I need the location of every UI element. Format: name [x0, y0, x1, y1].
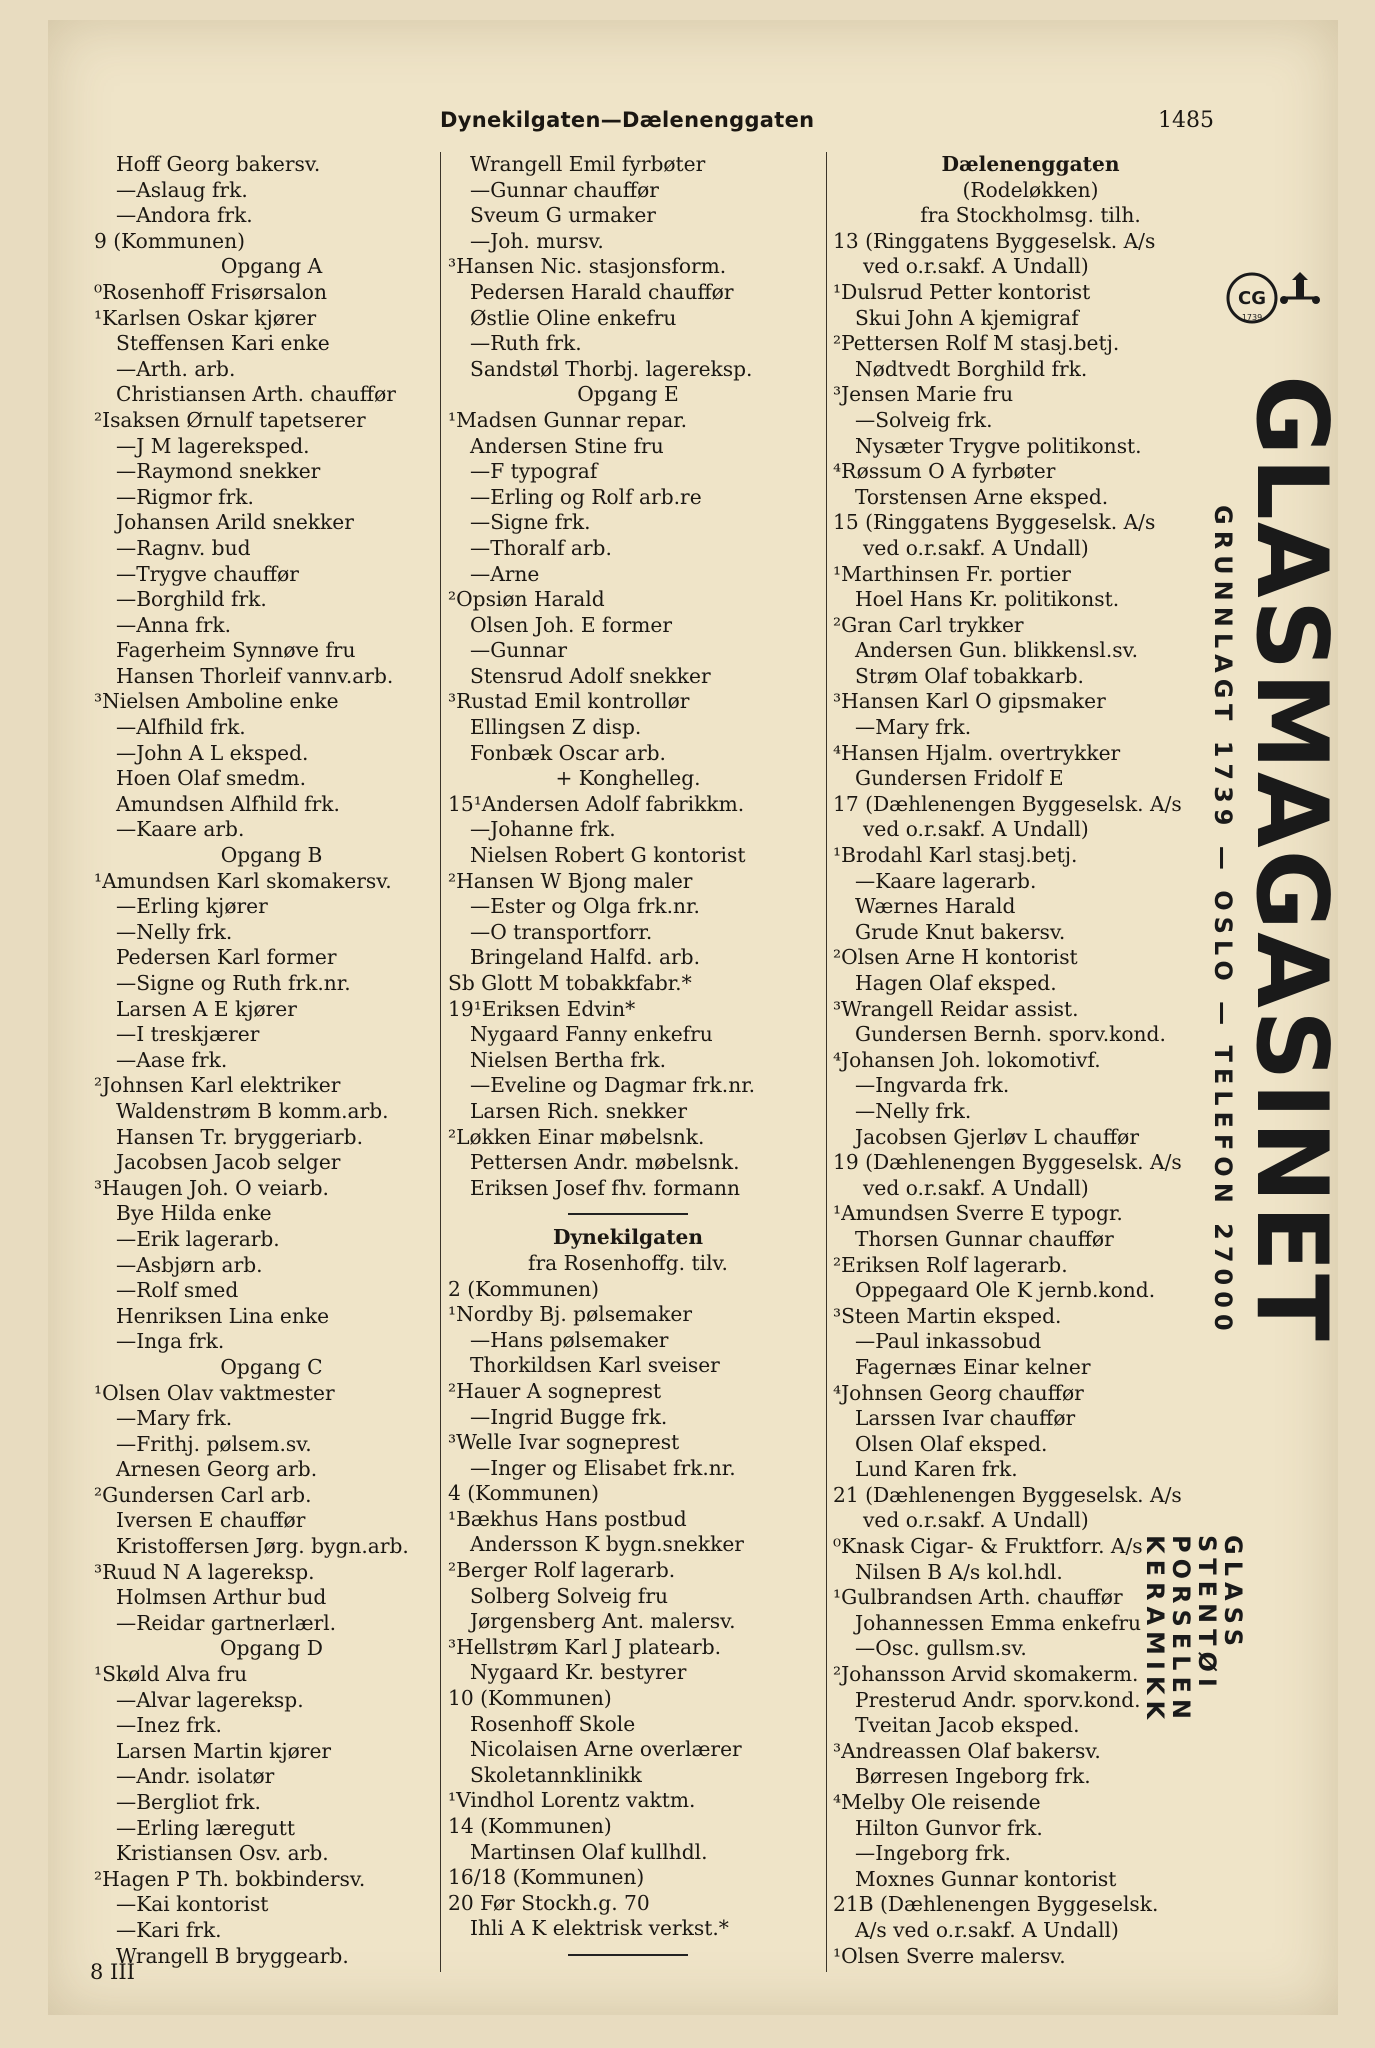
column-divider — [826, 152, 827, 1972]
directory-entry: Jacobsen Jacob selger — [116, 1150, 341, 1175]
directory-entry: Nicolaisen Arne overlærer — [470, 1737, 742, 1762]
directory-entry: Skui John A kjemigraf — [855, 305, 1079, 330]
directory-entry: Amundsen Alfhild frk. — [116, 791, 340, 816]
directory-entry: Thorkildsen Karl sveiser — [470, 1353, 720, 1378]
directory-entry: Sveum G urmaker — [470, 203, 656, 228]
directory-entry: —Erik lagerarb. — [116, 1226, 280, 1251]
section-rule — [568, 1213, 688, 1215]
directory-entry: 10 (Kommunen) — [448, 1686, 612, 1711]
directory-entry: Nilsen B A/s kol.hdl. — [855, 1559, 1063, 1584]
directory-entry: ved o.r.sakf. A Undall) — [863, 1175, 1089, 1200]
directory-entry: Thorsen Gunnar chauffør — [855, 1226, 1114, 1251]
directory-entry: —Solveig frk. — [855, 407, 993, 432]
directory-entry: —Kari frk. — [116, 1917, 222, 1942]
directory-entry: 19 (Dæhlenengen Byggeselsk. A/s — [833, 1150, 1182, 1175]
directory-entry: Fonbæk Oscar arb. — [470, 740, 666, 765]
directory-entry: 4 (Kommunen) — [448, 1481, 599, 1506]
directory-entry: Olsen Joh. E former — [470, 612, 672, 637]
directory-entry: —Signe og Ruth frk.nr. — [116, 971, 351, 995]
directory-entry: —Andr. isolatør — [116, 1764, 275, 1789]
directory-entry: 15 (Ringgatens Byggeselsk. A/s — [833, 510, 1156, 535]
directory-entry: —Erling og Rolf arb.re — [470, 484, 702, 509]
directory-entry: —Eveline og Dagmar frk.nr. — [470, 1073, 756, 1098]
logo-monogram: CG — [1238, 288, 1266, 309]
directory-entry: —Erling læregutt — [116, 1815, 296, 1840]
directory-entry: Hagen Olaf eksped. — [855, 971, 1057, 995]
directory-entry: —Gunnar — [470, 638, 568, 663]
directory-entry: —Aase frk. — [116, 1047, 228, 1072]
directory-entry: —Signe frk. — [470, 510, 591, 535]
directory-entry: —Joh. mursv. — [470, 228, 604, 253]
directory-entry: ³Andreassen Olaf bakersv. — [833, 1738, 1101, 1763]
directory-entry: ³Haugen Joh. O veiarb. — [94, 1175, 329, 1200]
directory-entry: —Inger og Elisabet frk.nr. — [470, 1455, 736, 1480]
directory-entry: Hoff Georg bakersv. — [116, 152, 321, 176]
directory-entry: fra Rosenhoffg. tilv. — [528, 1250, 728, 1275]
ad-product-3: PORSELEN — [1167, 1535, 1195, 1725]
page-title: Dynekilgaten—Dælenenggaten — [440, 108, 815, 132]
directory-entry: —F typograf — [470, 459, 598, 484]
directory-entry: Pettersen Andr. møbelsnk. — [470, 1150, 740, 1175]
directory-entry: ¹Marthinsen Fr. portier — [833, 561, 1071, 586]
directory-entry: ved o.r.sakf. A Undall) — [863, 817, 1089, 842]
directory-entry: ²Opsiøn Harald — [448, 587, 605, 612]
directory-entry: 16/18 (Kommunen) — [448, 1865, 645, 1890]
directory-entry: ved o.r.sakf. A Undall) — [863, 1508, 1089, 1533]
directory-entry: 21 (Dæhlenengen Byggeselsk. A/s — [833, 1482, 1182, 1507]
directory-entry: Presterud Andr. sporv.kond. — [855, 1687, 1141, 1712]
logo-year: 1739 — [1241, 313, 1263, 322]
directory-entry: Gundersen Bernh. sporv.kond. — [855, 1022, 1166, 1047]
directory-entry: ¹Bækhus Hans postbud — [448, 1506, 687, 1531]
directory-entry: 9 (Kommunen) — [94, 228, 245, 253]
directory-entry: 13 (Ringgatens Byggeselsk. A/s — [833, 228, 1156, 253]
directory-entry: ¹Olsen Olav vaktmester — [94, 1380, 335, 1405]
ad-product-2: STENTØI — [1193, 1535, 1221, 1693]
directory-entry: Larsen A E kjører — [116, 996, 297, 1021]
directory-entry: —Trygve chauffør — [116, 561, 299, 586]
directory-entry: A/s ved o.r.sakf. A Undall) — [855, 1917, 1119, 1942]
directory-entry: ³Hansen Nic. stasjonsform. — [448, 254, 727, 279]
directory-entry: Jørgensberg Ant. malersv. — [470, 1609, 736, 1634]
directory-entry: Solberg Solveig fru — [470, 1583, 669, 1608]
directory-entry: ved o.r.sakf. A Undall) — [863, 254, 1089, 279]
column-divider — [440, 152, 441, 1972]
page-number: 1485 — [1158, 108, 1214, 133]
directory-entry: ³Rustad Emil kontrollør — [448, 689, 690, 714]
directory-entry: Steffensen Kari enke — [116, 331, 330, 356]
directory-entry: ²Pettersen Rolf M stasj.betj. — [833, 331, 1120, 356]
ad-product-4: KERAMIKK — [1141, 1535, 1169, 1726]
directory-entry: ²Gundersen Carl arb. — [94, 1482, 312, 1507]
directory-entry: Johansen Arild snekker — [116, 510, 354, 535]
directory-entry: ¹Vindhol Lorentz vaktm. — [448, 1788, 696, 1813]
directory-entry: ⁴Melby Ole reisende — [833, 1790, 1041, 1814]
directory-entry: ³Welle Ivar sogneprest — [448, 1430, 680, 1455]
directory-entry: Hansen Tr. bryggeriarb. — [116, 1124, 363, 1149]
directory-entry: Dynekilgaten — [552, 1225, 704, 1250]
directory-entry: —Reidar gartnerlærl. — [116, 1610, 337, 1635]
directory-entry: ¹Dulsrud Petter kontorist — [833, 279, 1091, 304]
directory-entry: Eriksen Josef fhv. formann — [470, 1175, 741, 1200]
directory-entry: Pedersen Karl former — [116, 945, 337, 970]
directory-entry: Børresen Ingeborg frk. — [855, 1764, 1091, 1789]
directory-entry: ²Gran Carl trykker — [833, 612, 1024, 637]
directory-entry: —Andora frk. — [116, 203, 253, 228]
directory-entry: —Mary frk. — [855, 715, 972, 740]
directory-entry: Rosenhoff Skole — [470, 1711, 636, 1736]
directory-entry: Oppegaard Ole K jernb.kond. — [855, 1278, 1156, 1303]
directory-entry: Jacobsen Gjerløv L chauffør — [855, 1124, 1139, 1149]
directory-entry: —Mary frk. — [116, 1406, 233, 1431]
directory-entry: Larssen Ivar chauffør — [855, 1406, 1076, 1431]
directory-entry: —Kaare arb. — [116, 817, 245, 842]
directory-entry: —I treskjærer — [116, 1022, 260, 1047]
directory-entry: Hoen Olaf smedm. — [116, 766, 306, 791]
directory-entry: Stensrud Adolf snekker — [470, 663, 711, 688]
directory-entry: Wærnes Harald — [855, 894, 1016, 919]
directory-entry: —Kai kontorist — [116, 1892, 269, 1917]
directory-column-2 — [448, 152, 808, 1966]
directory-entry: Kristiansen Osv. arb. — [116, 1841, 329, 1866]
directory-entry: ²Løkken Einar møbelsnk. — [448, 1124, 705, 1149]
directory-entry: Waldenstrøm B komm.arb. — [116, 1098, 389, 1123]
ad-product-1: GLASS — [1219, 1535, 1247, 1653]
directory-entry: Christiansen Arth. chauffør — [116, 382, 396, 407]
directory-entry: Torstensen Arne eksped. — [855, 484, 1109, 509]
directory-entry: Andersen Stine fru — [470, 433, 664, 458]
directory-entry: Pedersen Harald chauffør — [470, 279, 734, 304]
directory-entry: —Raymond snekker — [116, 459, 321, 484]
directory-entry: Holmsen Arthur bud — [116, 1585, 327, 1610]
directory-entry: Nygaard Fanny enkefru — [470, 1022, 713, 1047]
directory-entry: ²Hauer A sogneprest — [448, 1378, 662, 1403]
directory-entry: Martinsen Olaf kullhdl. — [470, 1839, 708, 1864]
directory-entry: 15¹Andersen Adolf fabrikkm. — [448, 791, 745, 816]
directory-entry: —Ruth frk. — [470, 331, 582, 356]
directory-entry: Ihli A K elektrisk verkst.* — [470, 1916, 729, 1941]
directory-entry: ³Hansen Karl O gipsmaker — [833, 689, 1106, 714]
directory-entry: Tveitan Jacob eksped. — [855, 1713, 1080, 1738]
directory-entry: ⁴Johansen Joh. lokomotivf. — [833, 1047, 1101, 1072]
directory-entry: 17 (Dæhlenengen Byggeselsk. A/s — [833, 791, 1182, 816]
directory-entry: 19¹Eriksen Edvin* — [448, 996, 636, 1021]
directory-entry: Nygaard Kr. bestyrer — [470, 1660, 687, 1685]
directory-entry: Nysæter Trygve politikonst. — [855, 433, 1142, 458]
directory-entry: ⁴Hansen Hjalm. overtrykker — [833, 740, 1121, 765]
directory-entry: ¹Brodahl Karl stasj.betj. — [833, 843, 1078, 868]
directory-entry: —Rigmor frk. — [116, 484, 254, 509]
directory-entry: + Konghelleg. — [555, 766, 701, 791]
directory-entry: Larsen Rich. snekker — [470, 1098, 687, 1123]
directory-entry: Sandstøl Thorbj. lagereksp. — [470, 356, 753, 381]
directory-entry: 21B (Dæhlenengen Byggeselsk. — [833, 1892, 1159, 1917]
directory-entry: Opgang A — [220, 254, 323, 279]
directory-entry: Strøm Olaf tobakkarb. — [855, 663, 1084, 688]
section-rule — [568, 1954, 688, 1956]
directory-entry: Johannessen Emma enkefru — [855, 1610, 1142, 1635]
directory-entry: Skoletannklinikk — [470, 1762, 642, 1787]
ad-tagline: GRUNNLAGT 1739 — OSLO — TELEFON 27000 — [1209, 505, 1237, 1337]
directory-entry: ²Olsen Arne H kontorist — [833, 945, 1078, 970]
directory-entry: —Johanne frk. — [470, 817, 616, 842]
directory-entry: Bringeland Halfd. arb. — [470, 945, 700, 970]
directory-entry: —Nelly frk. — [116, 919, 233, 944]
directory-entry: —Nelly frk. — [855, 1098, 972, 1123]
directory-entry: ²Eriksen Rolf lagerarb. — [833, 1252, 1068, 1277]
directory-entry: Henriksen Lina enke — [116, 1303, 330, 1328]
directory-entry: Ellingsen Z disp. — [470, 715, 642, 740]
directory-entry: Andersen Gun. blikkensl.sv. — [855, 638, 1139, 663]
directory-entry: ¹Nordby Bj. pølsemaker — [448, 1302, 693, 1327]
directory-entry: ⁴Johnsen Georg chauffør — [833, 1380, 1084, 1405]
directory-entry: (Rodeløkken) — [962, 177, 1099, 202]
directory-entry: ²Johansson Arvid skomakerm. — [833, 1662, 1139, 1687]
directory-entry: —Frithj. pølsem.sv. — [116, 1431, 312, 1456]
advertisement-glasmagasinet — [1141, 265, 1352, 1885]
directory-entry: —Hans pølsemaker — [470, 1327, 669, 1352]
directory-entry: ⁴Røssum O A fyrbøter — [833, 459, 1056, 484]
directory-entry: ²Isaksen Ørnulf tapetserer — [94, 407, 366, 432]
directory-entry: —Ester og Olga frk.nr. — [470, 894, 700, 919]
directory-entry: ¹Olsen Sverre malersv. — [833, 1943, 1066, 1968]
directory-entry: Opgang D — [220, 1636, 323, 1661]
directory-entry: —Anna frk. — [116, 612, 231, 637]
directory-entry: ³Nielsen Amboline enke — [94, 689, 339, 714]
directory-entry: ¹Madsen Gunnar repar. — [448, 407, 688, 432]
directory-entry: Nødtvedt Borghild frk. — [855, 356, 1088, 381]
directory-entry: Iversen E chauffør — [116, 1508, 306, 1533]
directory-entry: Grude Knut bakersv. — [855, 919, 1066, 944]
directory-entry: Gundersen Fridolf E — [855, 766, 1064, 791]
directory-entry: —Gunnar chauffør — [470, 177, 659, 202]
directory-entry: Fagerheim Synnøve fru — [116, 638, 356, 663]
directory-entry: —Ragnv. bud — [116, 535, 251, 560]
directory-entry: ¹Amundsen Sverre E typogr. — [833, 1201, 1123, 1226]
directory-entry: ³Steen Martin eksped. — [833, 1303, 1062, 1328]
directory-entry: Opgang C — [220, 1354, 323, 1379]
directory-entry: 14 (Kommunen) — [448, 1814, 612, 1838]
directory-entry: —Asbjørn arb. — [116, 1252, 263, 1277]
directory-entry: ⁰Knask Cigar- & Fruktforr. A/s — [833, 1534, 1143, 1559]
directory-entry: Arnesen Georg arb. — [116, 1457, 318, 1482]
directory-entry: ¹Amundsen Karl skomakersv. — [94, 868, 392, 893]
directory-entry: —Borghild frk. — [116, 587, 267, 612]
directory-entry: —Inez frk. — [116, 1713, 222, 1738]
directory-entry: ³Jensen Marie fru — [833, 382, 1014, 407]
directory-entry: —Bergliot frk. — [116, 1790, 261, 1814]
directory-entry: Opgang B — [220, 843, 323, 868]
directory-entry: —Arne — [470, 561, 540, 586]
directory-entry: Hansen Thorleif vannv.arb. — [116, 663, 394, 688]
page-header — [0, 92, 1375, 132]
directory-entry: —Erling kjører — [116, 894, 268, 919]
directory-entry: Fagernæs Einar kelner — [855, 1354, 1091, 1379]
page-footer: 8 III — [90, 1960, 135, 1984]
directory-column-1 — [94, 152, 449, 1969]
directory-entry: Wrangell B bryggearb. — [116, 1943, 349, 1968]
directory-entry: —Rolf smed — [116, 1278, 239, 1303]
directory-entry: Nielsen Robert G kontorist — [470, 843, 746, 868]
directory-entry: Bye Hilda enke — [116, 1201, 272, 1226]
directory-entry: Hoel Hans Kr. politikonst. — [855, 587, 1120, 612]
directory-entry: Andersson K bygn.snekker — [470, 1532, 744, 1557]
directory-entry: Hilton Gunvor frk. — [855, 1815, 1043, 1840]
directory-entry: —Thoralf arb. — [470, 535, 612, 560]
directory-entry: ³Hellstrøm Karl J platearb. — [448, 1634, 722, 1659]
directory-entry: Wrangell Emil fyrbøter — [470, 152, 706, 176]
directory-entry: Sb Glott M tobakkfabr.* — [448, 971, 692, 995]
directory-entry: —Arth. arb. — [116, 356, 236, 381]
directory-entry: ¹Karlsen Oskar kjører — [94, 305, 317, 330]
directory-entry: ⁰Rosenhoff Frisørsalon — [94, 279, 327, 304]
directory-entry: Nielsen Bertha frk. — [470, 1047, 667, 1072]
directory-entry: ²Hansen W Bjong maler — [448, 868, 693, 893]
directory-entry: —O transportforr. — [470, 919, 653, 944]
directory-entry: Kristoffersen Jørg. bygn.arb. — [116, 1534, 409, 1559]
directory-entry: ved o.r.sakf. A Undall) — [863, 535, 1089, 560]
directory-entry: 2 (Kommunen) — [448, 1276, 599, 1301]
directory-entry: —Alfhild frk. — [116, 715, 246, 740]
directory-entry: —Paul inkassobud — [855, 1329, 1042, 1354]
directory-entry: —Kaare lagerarb. — [855, 868, 1037, 893]
directory-entry: ³Ruud N A lagereksp. — [94, 1559, 315, 1584]
directory-entry: Østlie Oline enkefru — [470, 305, 677, 330]
directory-entry: Dælenenggaten — [941, 152, 1120, 176]
directory-entry: —John A L eksped. — [116, 740, 309, 765]
directory-entry: —Ingeborg frk. — [855, 1841, 1011, 1866]
directory-entry: ²Hagen P Th. bokbindersv. — [94, 1866, 366, 1891]
directory-entry: —Ingrid Bugge frk. — [470, 1404, 668, 1429]
directory-entry: Olsen Olaf eksped. — [855, 1431, 1048, 1456]
directory-entry: ²Johnsen Karl elektriker — [94, 1073, 341, 1098]
directory-entry: —Ingvarda frk. — [855, 1073, 1010, 1098]
directory-entry: ²Berger Rolf lagerarb. — [448, 1558, 676, 1583]
directory-entry: —Aslaug frk. — [116, 177, 248, 202]
ad-brand: GLASMAGASINET — [1234, 375, 1348, 1343]
directory-entry: ¹Skøld Alva fru — [94, 1662, 248, 1687]
directory-entry: ³Wrangell Reidar assist. — [833, 996, 1079, 1021]
directory-entry: Larsen Martin kjører — [116, 1738, 332, 1763]
directory-entry: —Osc. gullsm.sv. — [855, 1636, 1027, 1661]
directory-entry: —Alvar lagereksp. — [116, 1687, 304, 1712]
directory-entry: —J M lagereksped. — [116, 433, 310, 458]
directory-entry: —Inga frk. — [116, 1329, 225, 1354]
directory-entry: Lund Karen frk. — [855, 1457, 1018, 1482]
directory-entry: 20 Før Stockh.g. 70 — [448, 1890, 650, 1915]
directory-entry: Moxnes Gunnar kontorist — [855, 1866, 1117, 1891]
directory-entry: ¹Gulbrandsen Arth. chauffør — [833, 1585, 1123, 1610]
directory-entry: Opgang E — [577, 382, 679, 407]
directory-entry: fra Stockholmsg. tilh. — [920, 203, 1141, 228]
